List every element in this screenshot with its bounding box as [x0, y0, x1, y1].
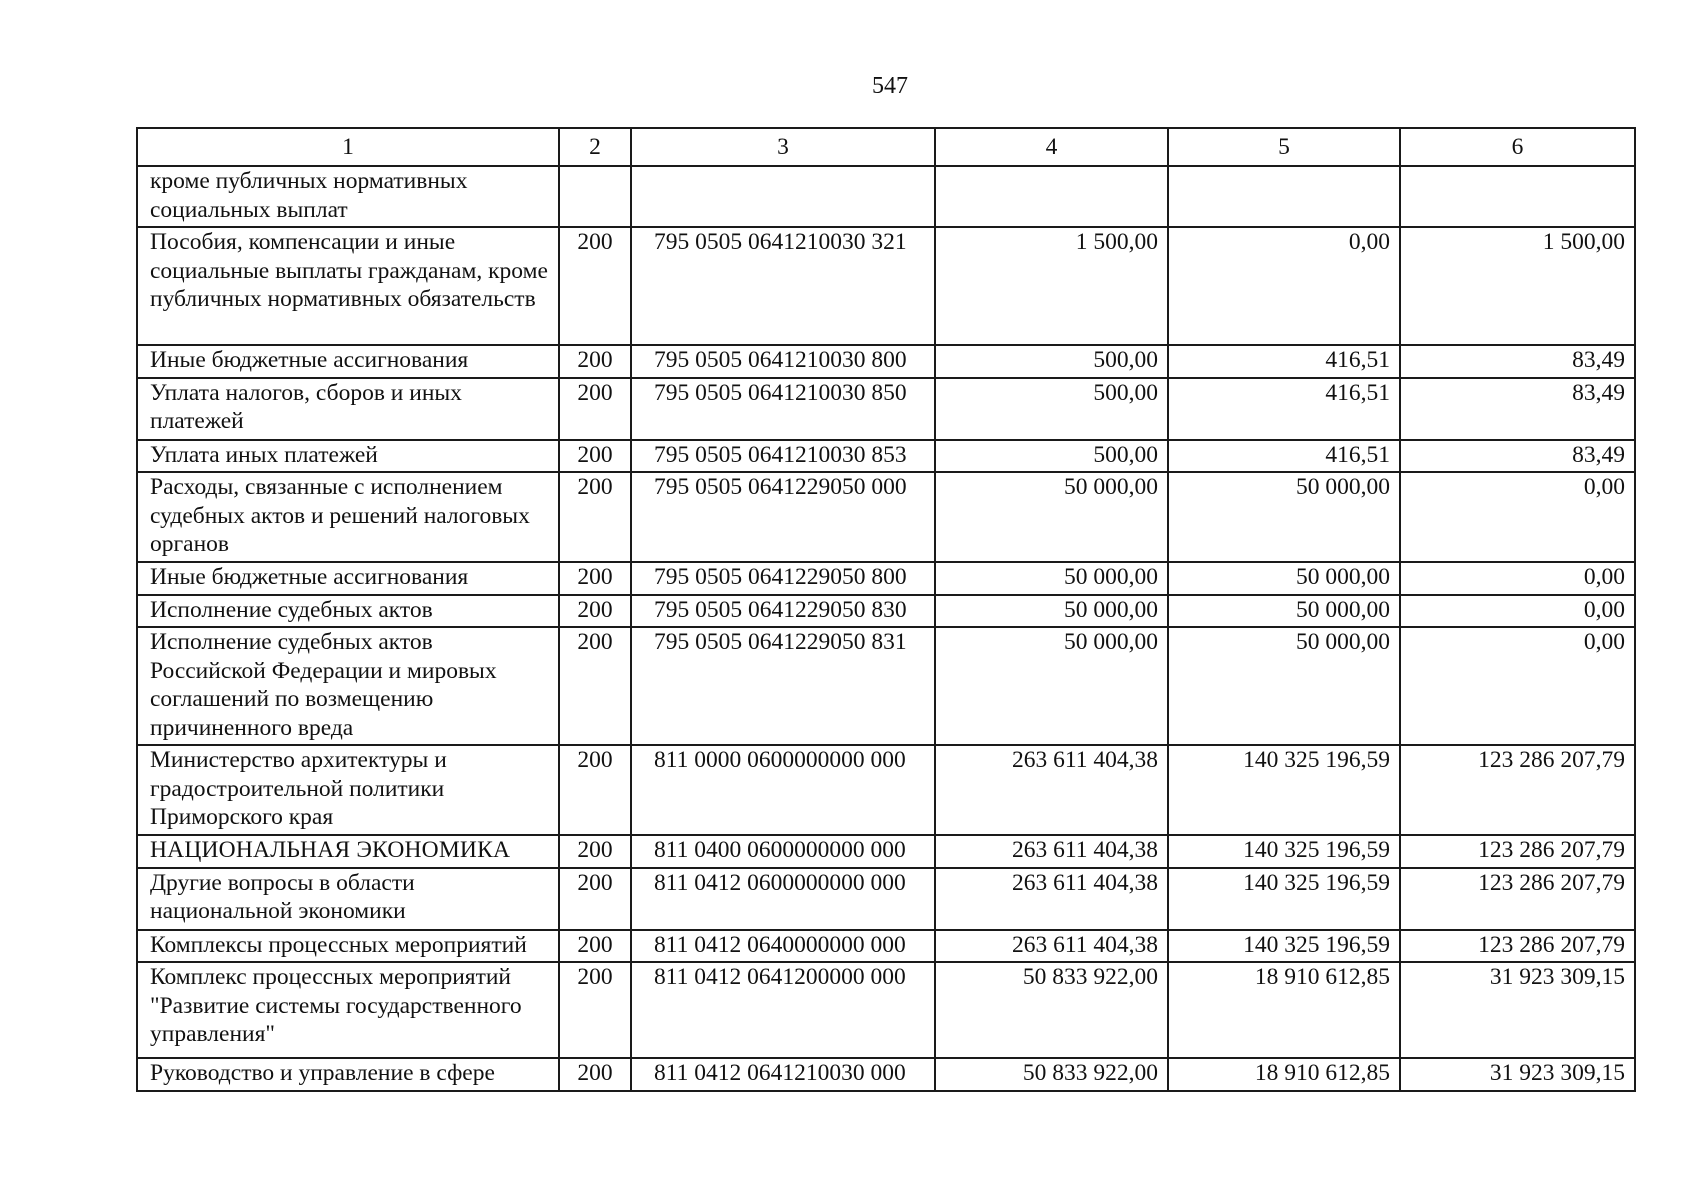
column-header-4: 4	[935, 128, 1168, 166]
row-remaining: 123 286 207,79	[1400, 745, 1635, 835]
row-classification: 811 0000 0600000000 000	[631, 745, 935, 835]
row-executed: 140 325 196,59	[1168, 930, 1400, 963]
row-executed: 50 000,00	[1168, 595, 1400, 628]
table-row	[137, 345, 1635, 378]
row-code: 200	[559, 378, 631, 440]
column-header-2: 2	[559, 128, 631, 166]
row-code: 200	[559, 835, 631, 868]
row-executed	[1168, 166, 1400, 227]
table-row	[137, 440, 1635, 473]
row-remaining: 123 286 207,79	[1400, 930, 1635, 963]
row-code: 200	[559, 562, 631, 595]
row-classification: 811 0412 0641210030 000	[631, 1058, 935, 1091]
row-classification: 811 0400 0600000000 000	[631, 835, 935, 868]
row-remaining: 31 923 309,15	[1400, 962, 1635, 1058]
table-row	[137, 930, 1635, 963]
column-header-1: 1	[137, 128, 559, 166]
row-executed: 18 910 612,85	[1168, 1058, 1400, 1091]
row-remaining	[1400, 166, 1635, 227]
row-executed: 416,51	[1168, 440, 1400, 473]
row-classification: 795 0505 0641229050 000	[631, 472, 935, 562]
row-code: 200	[559, 472, 631, 562]
table-row	[137, 378, 1635, 440]
row-approved: 50 000,00	[935, 595, 1168, 628]
row-remaining: 31 923 309,15	[1400, 1058, 1635, 1091]
row-executed: 140 325 196,59	[1168, 868, 1400, 930]
row-remaining: 0,00	[1400, 627, 1635, 745]
table-row	[137, 562, 1635, 595]
row-approved: 500,00	[935, 440, 1168, 473]
row-name: Расходы, связанные с исполнением судебных актов и решений налоговых органов	[137, 472, 559, 562]
row-executed: 416,51	[1168, 345, 1400, 378]
row-executed: 140 325 196,59	[1168, 835, 1400, 868]
row-code: 200	[559, 595, 631, 628]
row-approved: 500,00	[935, 345, 1168, 378]
row-name: Пособия, компенсации и иные социальные выплаты гражданам, кроме публичных нормативных обязательств	[137, 227, 559, 345]
row-code: 200	[559, 868, 631, 930]
table-row	[137, 595, 1635, 628]
row-executed: 50 000,00	[1168, 472, 1400, 562]
row-remaining: 1 500,00	[1400, 227, 1635, 345]
row-classification	[631, 166, 935, 227]
row-code	[559, 166, 631, 227]
row-classification: 795 0505 0641210030 800	[631, 345, 935, 378]
row-name: Уплата налогов, сборов и иных платежей	[137, 378, 559, 440]
row-approved: 263 611 404,38	[935, 835, 1168, 868]
table-row	[137, 166, 1635, 227]
row-code: 200	[559, 745, 631, 835]
row-code: 200	[559, 440, 631, 473]
row-classification: 795 0505 0641229050 831	[631, 627, 935, 745]
row-approved: 1 500,00	[935, 227, 1168, 345]
table-row	[137, 962, 1635, 1058]
table-row	[137, 745, 1635, 835]
row-name: Другие вопросы в области национальной экономики	[137, 868, 559, 930]
row-approved: 500,00	[935, 378, 1168, 440]
row-code: 200	[559, 962, 631, 1058]
row-approved: 263 611 404,38	[935, 868, 1168, 930]
row-code: 200	[559, 227, 631, 345]
row-name: Комплекс процессных мероприятий "Развитие системы государственного управления"	[137, 962, 559, 1058]
table-row	[137, 1058, 1635, 1091]
column-header-5: 5	[1168, 128, 1400, 166]
row-name: Министерство архитектуры и градостроительной политики Приморского края	[137, 745, 559, 835]
row-name: Уплата иных платежей	[137, 440, 559, 473]
table-row	[137, 868, 1635, 930]
row-classification: 795 0505 0641210030 850	[631, 378, 935, 440]
row-name: Исполнение судебных актов	[137, 595, 559, 628]
row-code: 200	[559, 345, 631, 378]
row-classification: 795 0505 0641210030 853	[631, 440, 935, 473]
row-remaining: 0,00	[1400, 595, 1635, 628]
table-row	[137, 627, 1635, 745]
row-remaining: 123 286 207,79	[1400, 835, 1635, 868]
row-approved: 263 611 404,38	[935, 745, 1168, 835]
row-classification: 795 0505 0641229050 800	[631, 562, 935, 595]
row-classification: 811 0412 0640000000 000	[631, 930, 935, 963]
budget-table	[136, 127, 1636, 1092]
row-code: 200	[559, 1058, 631, 1091]
row-approved: 50 000,00	[935, 472, 1168, 562]
row-approved: 50 833 922,00	[935, 962, 1168, 1058]
row-classification: 811 0412 0600000000 000	[631, 868, 935, 930]
row-name: Иные бюджетные ассигнования	[137, 345, 559, 378]
row-remaining: 83,49	[1400, 378, 1635, 440]
row-name: Руководство и управление в сфере	[137, 1058, 559, 1091]
page-number: 547	[872, 73, 908, 99]
table-header-row	[137, 128, 1635, 166]
row-approved: 50 833 922,00	[935, 1058, 1168, 1091]
row-remaining: 83,49	[1400, 440, 1635, 473]
row-executed: 140 325 196,59	[1168, 745, 1400, 835]
row-remaining: 83,49	[1400, 345, 1635, 378]
row-executed: 18 910 612,85	[1168, 962, 1400, 1058]
row-name: Исполнение судебных актов Российской Федерации и мировых соглашений по возмещению причиненного вреда	[137, 627, 559, 745]
row-executed: 416,51	[1168, 378, 1400, 440]
row-remaining: 0,00	[1400, 472, 1635, 562]
row-classification: 811 0412 0641200000 000	[631, 962, 935, 1058]
column-header-6: 6	[1400, 128, 1635, 166]
row-classification: 795 0505 0641210030 321	[631, 227, 935, 345]
row-name: Иные бюджетные ассигнования	[137, 562, 559, 595]
row-approved: 50 000,00	[935, 562, 1168, 595]
row-name: Комплексы процессных мероприятий	[137, 930, 559, 963]
row-executed: 50 000,00	[1168, 562, 1400, 595]
row-code: 200	[559, 930, 631, 963]
table-row	[137, 835, 1635, 868]
column-header-3: 3	[631, 128, 935, 166]
row-approved: 50 000,00	[935, 627, 1168, 745]
row-name: НАЦИОНАЛЬНАЯ ЭКОНОМИКА	[137, 835, 559, 868]
row-approved: 263 611 404,38	[935, 930, 1168, 963]
table-row	[137, 227, 1635, 345]
row-name: кроме публичных нормативных социальных выплат	[137, 166, 559, 227]
row-executed: 0,00	[1168, 227, 1400, 345]
row-remaining: 0,00	[1400, 562, 1635, 595]
row-executed: 50 000,00	[1168, 627, 1400, 745]
row-approved	[935, 166, 1168, 227]
row-remaining: 123 286 207,79	[1400, 868, 1635, 930]
row-code: 200	[559, 627, 631, 745]
table-row	[137, 472, 1635, 562]
row-classification: 795 0505 0641229050 830	[631, 595, 935, 628]
